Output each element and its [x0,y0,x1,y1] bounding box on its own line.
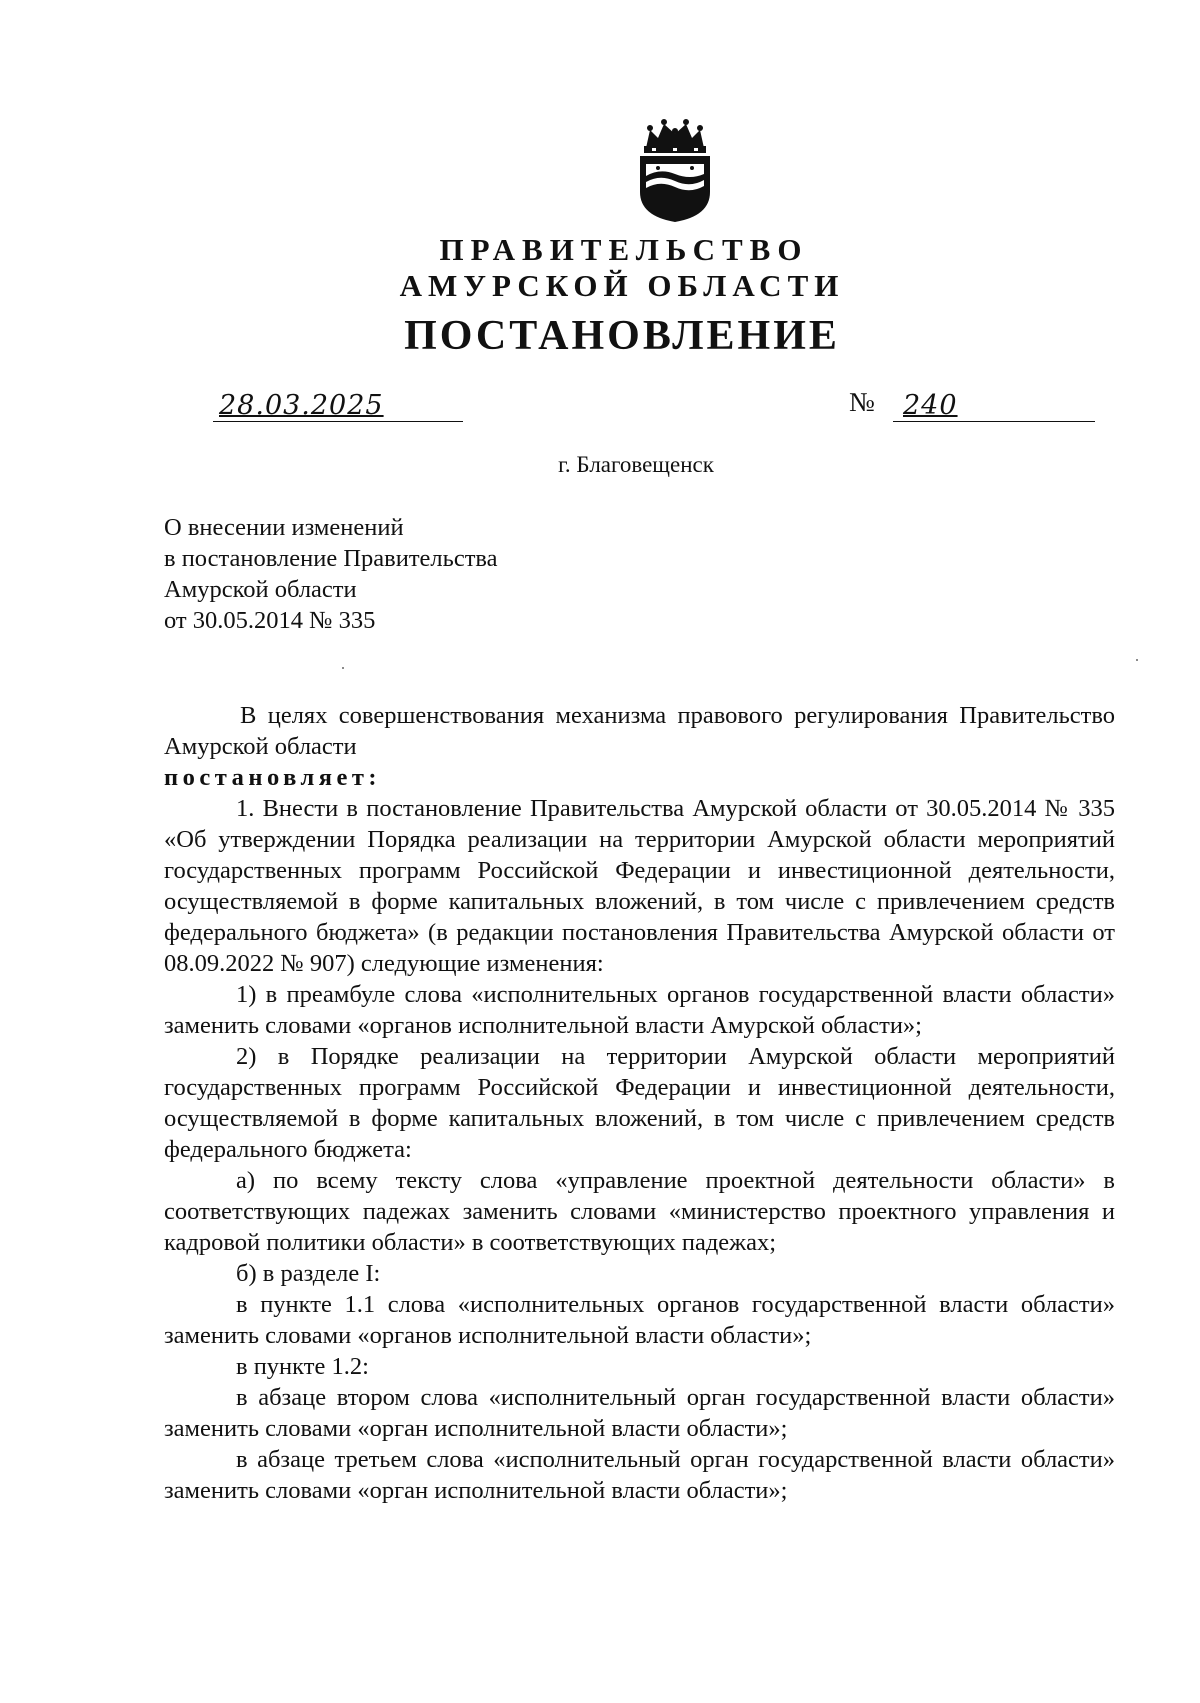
number-label: № [849,387,875,417]
body-paragraph: в абзаце третьем слова «исполнительный орган государственной власти области» заменить словами «орган исполнительной власти области»; [164,1446,1115,1504]
body-paragraph: в пункте 1.2: [236,1353,369,1380]
resolves-heading: постановляет: [164,764,382,791]
subject-line: в постановление Правительства [164,545,498,572]
document-subject [164,512,498,636]
subject-line: от 30.05.2014 № 335 [164,607,376,634]
government-name-line2: АМУРСКОЙ ОБЛАСТИ [399,268,845,303]
government-name-line1: ПРАВИТЕЛЬСТВО [439,232,809,267]
body-paragraph: в пункте 1.1 слова «исполнительных органов государственной власти области» заменить словами «органов исполнительной власти области»; [164,1291,1115,1349]
preamble-paragraph: В целях совершенствования механизма правового регулирования Правительство Амурской области [164,702,1115,760]
date-field [213,385,463,422]
document-type-title: ПОСТАНОВЛЕНИЕ [404,313,840,359]
body-paragraph: 2) в Порядке реализации на территории Амурской области мероприятий государственных программ Российской Федерации и инвестиционной деятельности, осуществляемой в форме капитальных вложений, в том числе с привлечением средств федерального бюджета: [164,1043,1115,1163]
scan-speck [1136,659,1138,661]
body-paragraph: б) в разделе I: [236,1260,381,1287]
document-date: 28.03.2025 [219,390,384,421]
document-number: 240 [903,390,958,421]
body-paragraph: в абзаце втором слова «исполнительный орган государственной власти области» заменить словами «орган исполнительной власти области»; [164,1384,1115,1442]
subject-line: Амурской области [164,576,357,603]
body-paragraph: а) по всему тексту слова «управление проектной деятельности области» в соответствующих падежах заменить словами «министерство проектного управления и кадровой политики области» в соответствующих падежах; [164,1167,1115,1256]
body-paragraph: 1. Внести в постановление Правительства Амурской области от 30.05.2014 № 335 «Об утверждении Порядка реализации на территории Амурской области мероприятий государственных программ Российской Федерации и инвестиционной деятельности, осуществляемой в форме капитальных вложений, в том числе с привлечением средств федерального бюджета» (в редакции постановления Правительства Амурской области от 08.09.2022 № 907) следующие изменения: [164,795,1115,977]
subject-line: О внесении изменений [164,514,404,541]
body-paragraph: 1) в преамбуле слова «исполнительных органов государственной власти области» заменить словами «органов исполнительной власти Амурской области»; [164,981,1115,1039]
scan-speck [342,667,344,669]
city-name: г. Благовещенск [558,452,714,477]
coat-of-arms-icon [632,118,718,224]
document-body [164,700,1115,1506]
number-field [893,385,1095,422]
